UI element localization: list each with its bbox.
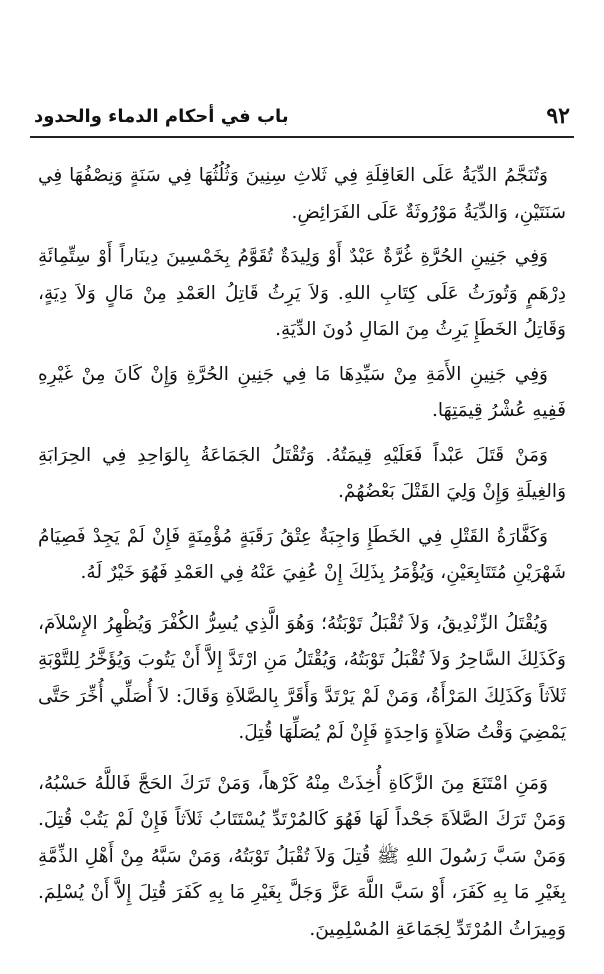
paragraph-blood-money-installments: وَتُنَجَّمُ الدِّيَةُ عَلَى العَاقِلَةِ فِي ثَلاثِ سِنِينَ وَثُلُثُهَا فِي سَنَةٍ وَنِصْفُهَا فِي سَنَتَيْنِ، وَالدِّيَةُ مَوْرُوثَةٌ عَلَى الفَرَائِضِ. [38, 165, 566, 223]
paragraph-expiation: وَكَفَّارَةُ القَتْلِ فِي الخَطَإِ وَاجِبَةٌ عِتْقُ رَقَبَةٍ مُؤْمِنَةٍ فَإِنْ لَمْ يَجِدْ فَصِيَامُ شَهْرَيْنِ مُتَتَابِعَيْنِ، وَيُؤْمَرُ بِذَلِكَ إِنْ عُفِيَ عَنْهُ فِي العَمْدِ فَهُوَ خَيْرٌ لَهُ. [38, 525, 566, 583]
body-text [38, 158, 566, 956]
paragraph-fetus-of-free-woman: وَفِي جَنِينِ الحُرَّةِ غُرَّةٌ عَبْدٌ أَوْ وَلِيدَةٌ تُقَوَّمُ بِخَمْسِينَ دِينَاراً أَوْ سِتِّمِائَةِ دِرْهَمٍ وَتُورَثُ عَلَى كِتَابِ اللهِ. وَلاَ يَرِثُ قَاتِلُ العَمْدِ مِنْ مَالٍ وَلاَ دِيَةٍ، وَقَاتِلُ الخَطَإِ يَرِثُ مِنَ المَالِ دُونَ الدِّيَةِ. [38, 246, 566, 340]
paragraph-fetus-of-slave-woman: وَفِي جَنِينِ الأَمَةِ مِنْ سَيِّدِهَا مَا فِي جَنِينِ الحُرَّةِ وَإِنْ كَانَ مِنْ غَيْرِهِ فَفِيهِ عُشْرُ قِيمَتِهَا. [38, 363, 566, 421]
page-header [30, 96, 574, 138]
paragraph-heretic-and-apostate: وَيُقْتَلُ الزِّنْدِيقُ، وَلاَ تُقْبَلُ تَوْبَتُهُ؛ وَهُوَ الَّذِي يُسِرُّ الكُفْرَ وَيُظْهِرُ الإِسْلاَمَ، وَكَذَلِكَ السَّاحِرُ وَلاَ تُقْبَلُ تَوْبَتُهُ، وَيُقْتَلُ مَنِ ارْتَدَّ إِلاَّ أَنْ يَتُوبَ وَيُؤَخَّرُ لِلتَّوْبَةِ ثَلاَثاً وَكَذَلِكَ المَرْأَةُ، وَمَنْ لَمْ يَرْتَدَّ وَأَقَرَّ بِالصَّلاَةِ وَقَالَ: لاَ أُصَلِّي أُخِّرَ حَتَّى يَمْضِيَ وَقْتُ صَلاَةٍ وَاحِدَةٍ فَإِنْ لَمْ يُصَلِّهَا قُتِلَ. [38, 612, 566, 743]
page-number: ٩٢ [546, 103, 570, 129]
paragraph-zakat-hajj-prayer: وَمَنِ امْتَنَعَ مِنَ الزَّكَاةِ أُخِذَتْ مِنْهُ كَرْهاً، وَمَنْ تَرَكَ الحَجَّ فَاللَّهُ حَسْبُهُ، وَمَنْ تَرَكَ الصَّلاَةَ جَحْداً لَهَا فَهُوَ كَالمُرْتَدِّ يُسْتَتَابُ ثَلاَثاً فَإِنْ لَمْ يَتُبْ قُتِلَ. وَمَنْ سَبَّ رَسُولَ اللهِ ﷺ قُتِلَ وَلاَ تُقْبَلُ تَوْبَتُهُ، وَمَنْ سَبَّهُ مِنْ أَهْلِ الذِّمَّةِ بِغَيْرِ مَا بِهِ كَفَرَ، أَوْ سَبَّ اللَّهَ عَزَّ وَجَلَّ بِغَيْرِ مَا بِهِ كَفَرَ قُتِلَ إِلاَّ أَنْ يُسْلِمَ. وَمِيرَاثُ المُرْتَدِّ لِجَمَاعَةِ المُسْلِمِينَ. [38, 772, 566, 940]
paragraph-killing-a-slave: وَمَنْ قَتَلَ عَبْداً فَعَلَيْهِ قِيمَتُهُ. وَتُقْتَلُ الجَمَاعَةُ بِالوَاحِدِ فِي الحِرَابَةِ وَالغِيلَةِ وَإِنْ وَلِيَ القَتْلَ بَعْضُهُمْ. [38, 444, 566, 502]
running-title: باب في أحكام الدماء والحدود [34, 105, 289, 127]
